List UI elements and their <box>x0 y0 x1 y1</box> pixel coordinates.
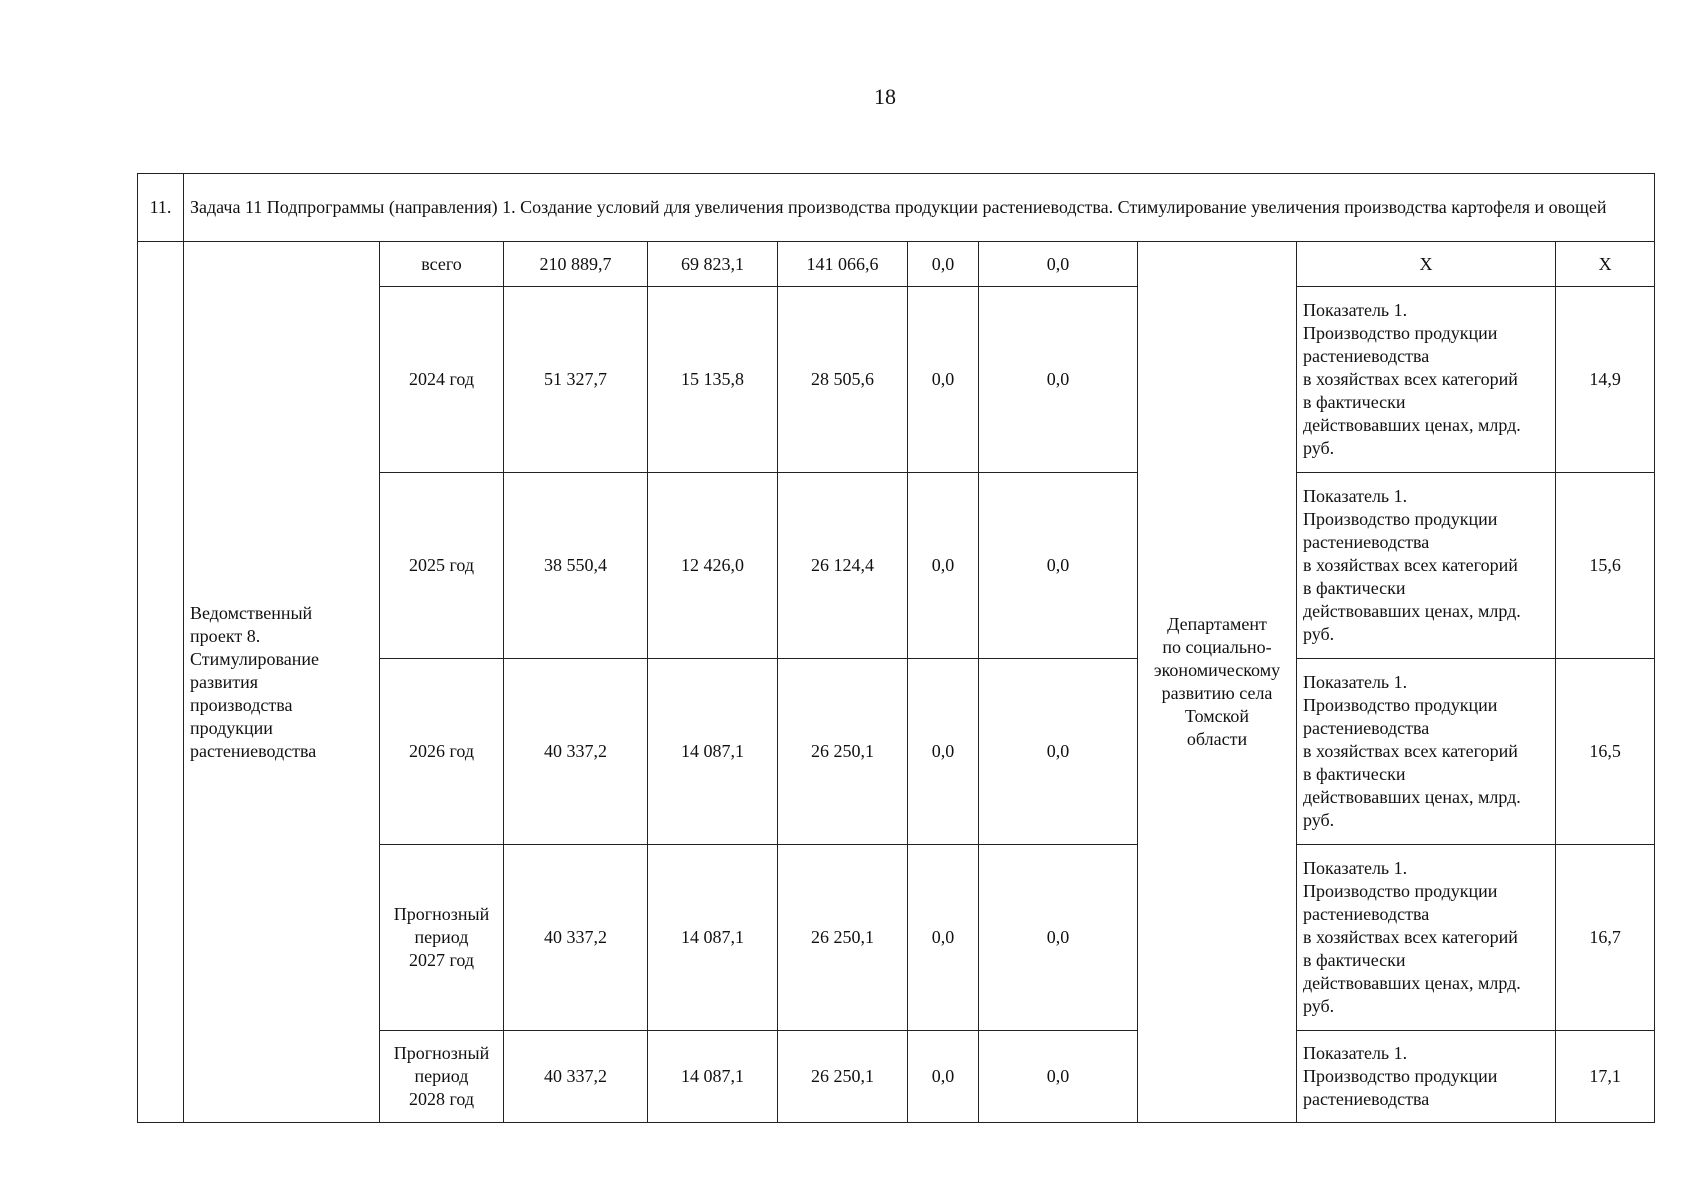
funding-cell: 14 087,1 <box>648 659 778 845</box>
indicator-cell: Показатель 1. Производство продукции растениеводства в хозяйствах всех категорий в фактически действовавших ценах, млрд. руб. <box>1297 473 1556 659</box>
indicator-value-cell: 16,7 <box>1556 845 1655 1031</box>
period-cell: 2026 год <box>380 659 504 845</box>
total-cell: 51 327,7 <box>504 287 648 473</box>
funding-cell: 0,0 <box>979 242 1138 287</box>
funding-cell: 0,0 <box>908 242 979 287</box>
indicator-cell: Показатель 1. Производство продукции растениеводства в хозяйствах всех категорий в фактически действовавших ценах, млрд. руб. <box>1297 845 1556 1031</box>
period-cell: Прогнозный период 2028 год <box>380 1031 504 1123</box>
funding-cell: 26 250,1 <box>778 1031 908 1123</box>
indicator-cell: Показатель 1. Производство продукции растениеводства в хозяйствах всех категорий в фактически действовавших ценах, млрд. руб. <box>1297 287 1556 473</box>
indicator-cell: Показатель 1. Производство продукции растениеводства в хозяйствах всех категорий в фактически действовавших ценах, млрд. руб. <box>1297 659 1556 845</box>
total-cell: 210 889,7 <box>504 242 648 287</box>
indicator-value-cell: 15,6 <box>1556 473 1655 659</box>
funding-cell: 0,0 <box>908 1031 979 1123</box>
total-cell: 38 550,4 <box>504 473 648 659</box>
task-title: Задача 11 Подпрограммы (направления) 1. Создание условий для увеличения производства продукции растениеводства. Стимулирование увеличения производства картофеля и овощей <box>184 174 1655 242</box>
funding-cell: 0,0 <box>979 1031 1138 1123</box>
period-cell: 2025 год <box>380 473 504 659</box>
program-table <box>137 173 1655 1123</box>
funding-cell: 141 066,6 <box>778 242 908 287</box>
funding-cell: 14 087,1 <box>648 1031 778 1123</box>
indicator-value-cell: 16,5 <box>1556 659 1655 845</box>
indicator-value-cell: 17,1 <box>1556 1031 1655 1123</box>
funding-cell: 12 426,0 <box>648 473 778 659</box>
funding-cell: 26 250,1 <box>778 659 908 845</box>
funding-cell: 0,0 <box>979 659 1138 845</box>
project-name: Ведомственный проект 8. Стимулирование развития производства продукции растениеводства <box>184 242 380 1123</box>
page-number: 18 <box>874 84 896 109</box>
period-cell: всего <box>380 242 504 287</box>
indicator-value-cell: 14,9 <box>1556 287 1655 473</box>
empty-number-cell <box>138 242 184 1123</box>
task-row <box>138 174 1655 242</box>
indicator-value-cell: Х <box>1556 242 1655 287</box>
task-number: 11. <box>138 174 184 242</box>
indicator-cell: Показатель 1. Производство продукции растениеводства <box>1297 1031 1556 1123</box>
period-cell: 2024 год <box>380 287 504 473</box>
funding-cell: 0,0 <box>908 845 979 1031</box>
department-name: Департамент по социально- экономическому развитию села Томской области <box>1138 242 1297 1123</box>
funding-cell: 14 087,1 <box>648 845 778 1031</box>
table-row-total <box>138 242 1655 287</box>
funding-cell: 28 505,6 <box>778 287 908 473</box>
funding-cell: 69 823,1 <box>648 242 778 287</box>
funding-cell: 0,0 <box>979 473 1138 659</box>
funding-cell: 0,0 <box>908 659 979 845</box>
total-cell: 40 337,2 <box>504 845 648 1031</box>
funding-cell: 15 135,8 <box>648 287 778 473</box>
funding-cell: 0,0 <box>908 287 979 473</box>
indicator-cell: Х <box>1297 242 1556 287</box>
total-cell: 40 337,2 <box>504 1031 648 1123</box>
funding-cell: 0,0 <box>979 287 1138 473</box>
funding-cell: 0,0 <box>908 473 979 659</box>
funding-cell: 0,0 <box>979 845 1138 1031</box>
funding-cell: 26 124,4 <box>778 473 908 659</box>
funding-cell: 26 250,1 <box>778 845 908 1031</box>
total-cell: 40 337,2 <box>504 659 648 845</box>
period-cell: Прогнозный период 2027 год <box>380 845 504 1031</box>
